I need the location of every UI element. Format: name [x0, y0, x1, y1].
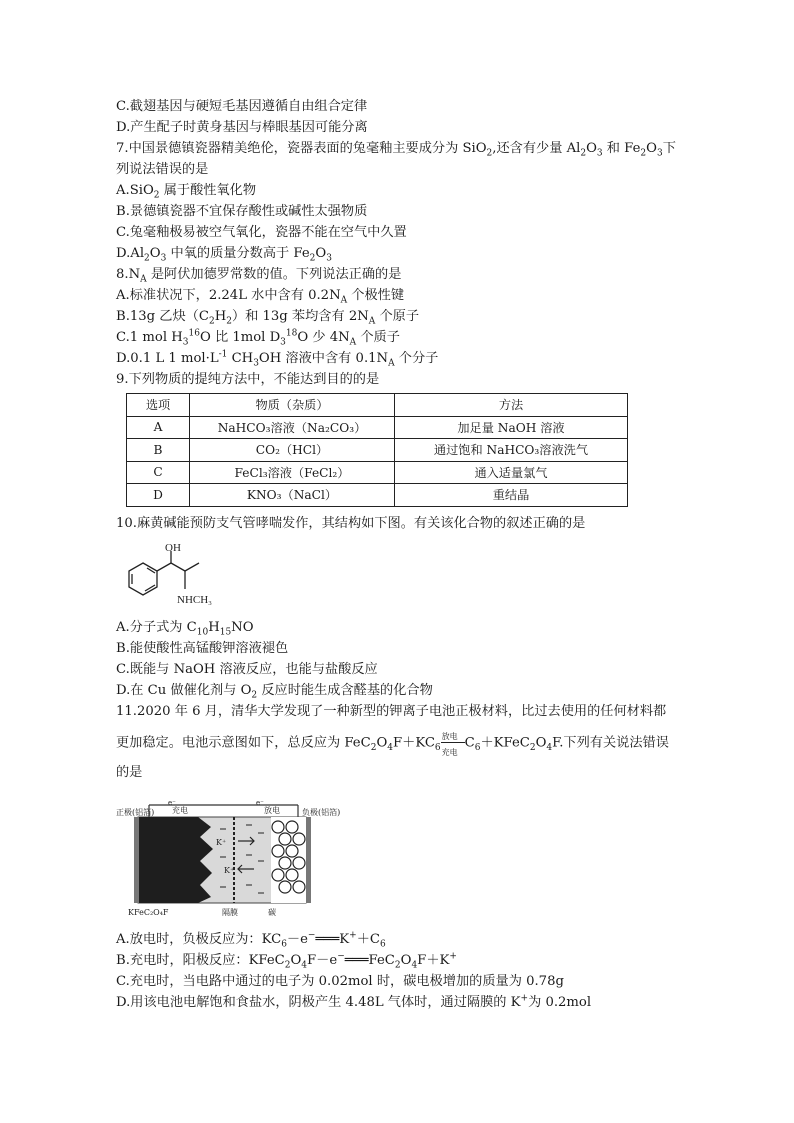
k-ion-label: K⁺: [224, 866, 235, 875]
table-row: [127, 484, 628, 507]
text: H: [208, 620, 220, 635]
option-11d: [116, 994, 591, 1012]
question-10-stem: 10.麻黄碱能预防支气管哮喘发作，其结构如下图。有关该化合物的叙述正确的是: [116, 516, 586, 531]
table-row: [127, 461, 628, 484]
table-cell: C: [127, 461, 190, 484]
sub: 4: [546, 743, 553, 754]
table-cell: KNO₃（NaCl）: [190, 484, 395, 507]
al-foil-left: [134, 817, 139, 903]
option-8c: [116, 329, 400, 347]
text: H: [214, 309, 227, 324]
option-7d: [116, 245, 332, 263]
question-7-stem: [116, 140, 676, 158]
text: F＋K: [417, 953, 450, 968]
text: F.下列有关说法错误: [552, 735, 669, 751]
discharge-label: 放电: [264, 806, 280, 815]
sub: 2: [284, 960, 291, 971]
charge-label: 充电: [172, 806, 188, 815]
sub: 3: [596, 148, 603, 159]
text: O: [290, 953, 302, 968]
separator-label: 隔膜: [222, 908, 238, 917]
option-11c: C.充电时，当电路中通过的电子为 0.02mol 时，碳电极增加的质量为 0.78g: [116, 974, 564, 989]
sub: 3: [326, 253, 332, 264]
carbon-label: 碳: [268, 908, 276, 917]
text: O: [586, 141, 597, 156]
text: D.在 Cu 做催化剂与 O: [116, 683, 252, 698]
table-cell: 通过饱和 NaHCO₃溶液洗气: [395, 439, 628, 462]
option-8b: [116, 308, 419, 326]
arrow-line: [441, 742, 465, 743]
text: 为 0.2mol: [528, 995, 592, 1010]
text: O: [376, 735, 388, 751]
text: O: [315, 246, 327, 261]
text: B.充电时，阳极反应：KFeC: [116, 953, 285, 968]
text: D.0.1 L 1 mol·L: [116, 351, 219, 366]
positive-electrode: [138, 817, 198, 903]
text: ═══K: [315, 932, 350, 947]
table-cell: CO₂（HCl）: [190, 439, 395, 462]
option-8a: [116, 287, 404, 305]
table-cell: A: [127, 416, 190, 439]
sub: 3: [280, 337, 286, 348]
al-foil-right: [306, 817, 311, 903]
text: 属于酸性氧化物: [159, 183, 257, 198]
sub: A: [388, 358, 395, 369]
question-11-stem: 11.2020 年 6 月，清华大学发现了一种新型的钾离子电池正极材料，比过去使用的任何材料都: [116, 704, 667, 719]
text: A.分子式为 C: [116, 620, 197, 635]
sub: 2: [394, 960, 401, 971]
sub: 2: [640, 148, 647, 159]
text: O: [149, 246, 161, 261]
option-10a: [116, 619, 254, 637]
text: C: [464, 735, 475, 751]
table-row: [127, 439, 628, 462]
question-11-reaction: [116, 732, 669, 757]
sup: +: [520, 993, 529, 1004]
sup: +: [349, 930, 357, 941]
table-row: [127, 416, 628, 439]
text: 更加稳定。电池示意图如下，总反应为 FeC: [116, 735, 371, 751]
sub: 10: [196, 627, 209, 638]
carbon-electrode: [271, 817, 306, 903]
sub: 2: [226, 316, 232, 327]
text: 个质子: [356, 330, 400, 345]
sup: +: [449, 951, 457, 962]
sub: 2: [486, 148, 493, 159]
option-11b: [116, 952, 457, 970]
sub: 2: [208, 316, 215, 327]
oh-label: OH: [165, 542, 181, 554]
question-9-stem: 9.下列物质的提纯方法中，不能达到目的的是: [116, 372, 380, 387]
text-line: 列说法错误的是: [116, 162, 209, 177]
text: F＋KC: [392, 735, 435, 751]
text: A.SiO: [116, 183, 154, 198]
sub: A: [340, 295, 348, 306]
sup: 18: [285, 328, 298, 339]
sub: A: [140, 274, 147, 285]
sub: 6: [434, 743, 441, 754]
text-line: 的是: [116, 765, 143, 780]
purification-table: [126, 393, 628, 507]
option-7c: C.兔毫釉极易被空气氧化，瓷器不能在空气中久置: [116, 225, 407, 240]
text: D.用该电池电解饱和食盐水，阴极产生 4.48L 气体时，通过隔膜的 K: [116, 995, 521, 1010]
text: F－e: [307, 953, 338, 968]
reaction-arrow: [441, 732, 465, 757]
sub: 6: [379, 939, 386, 950]
sub: 6: [281, 939, 287, 950]
text: O 少 4N: [297, 330, 350, 345]
sub: 6: [474, 743, 481, 754]
table-cell: NaHCO₃溶液（Na₂CO₃）: [190, 416, 395, 439]
table-cell: 重结晶: [395, 484, 628, 507]
negative-electrode-label: 负极(铝箔): [302, 808, 341, 817]
question-8-stem: [116, 266, 401, 284]
text: 8.N: [116, 267, 141, 282]
text: 个分子: [394, 351, 439, 366]
text: －e: [286, 932, 308, 947]
sub: 2: [529, 743, 536, 754]
option-7a: [116, 182, 256, 200]
text: ═══FeC: [344, 953, 395, 968]
k-ion-label: K⁺: [216, 838, 227, 847]
table-cell: FeCl₃溶液（FeCl₂）: [190, 461, 395, 484]
sub: 2: [144, 253, 150, 264]
text: 个原子: [375, 309, 420, 324]
option-7b: B.景德镇瓷器不宜保存酸性或碱性太强物质: [116, 204, 368, 219]
text: 下: [662, 141, 676, 156]
text: 中氧的质量分数高于 Fe: [166, 246, 310, 261]
text: OH 溶液中含有 0.1N: [258, 351, 389, 366]
table-cell: 加足量 NaOH 溶液: [395, 416, 628, 439]
arrow-top-label: 放电: [441, 732, 458, 741]
text: B.13g 乙炔（C: [116, 309, 209, 324]
table-header-row: [127, 394, 628, 417]
positive-electrode-label: 正极(铝箔): [116, 808, 155, 817]
text: C.1 mol H: [116, 330, 183, 345]
sup: −: [307, 930, 316, 941]
sup: −: [337, 951, 345, 962]
sup: -1: [218, 349, 228, 360]
text: ＋C: [356, 932, 380, 947]
text: O: [646, 141, 657, 156]
option-10b: B.能使酸性高锰酸钾溶液褪色: [116, 641, 289, 656]
sub: 3: [182, 337, 189, 348]
battery-diagram: [116, 799, 346, 919]
option-10c: C.既能与 NaOH 溶液反应，也能与盐酸反应: [116, 662, 378, 677]
text: O: [535, 735, 547, 751]
text-line: C.截翅基因与硬短毛基因遵循自由组合定律: [116, 99, 368, 114]
kfec2o4f-label: KFeC₂O₄F: [128, 908, 169, 917]
text: 反应时能生成含醛基的化合物: [257, 683, 433, 698]
sub: 15: [219, 627, 232, 638]
sub: 4: [387, 743, 393, 754]
sub: 3: [253, 358, 259, 369]
sub: 2: [153, 190, 160, 201]
sub: A: [349, 337, 357, 348]
text: NO: [231, 620, 254, 635]
e-right-label: e⁻: [256, 799, 264, 807]
table-cell: B: [127, 439, 190, 462]
text: ,还含有少量 Al: [492, 141, 581, 156]
text: ）和 13g 苯均含有 2N: [231, 309, 369, 324]
text-line: D.产生配子时黄身基因与棒眼基因可能分离: [116, 120, 368, 135]
sub: 2: [370, 743, 377, 754]
text: A.标准状况下，2.24L 水中含有 0.2N: [116, 288, 341, 303]
sub: 4: [301, 960, 308, 971]
sub: 4: [411, 960, 418, 971]
sub: 2: [309, 253, 316, 264]
sub: 3: [656, 148, 663, 159]
option-10d: [116, 682, 433, 700]
option-11a: [116, 931, 386, 949]
arrow-bottom-label: 充电: [441, 748, 458, 757]
text: CH: [227, 351, 254, 366]
table-header: 物质（杂质）: [190, 394, 395, 417]
text: 是阿伏加德罗常数的值。下列说法正确的是: [146, 267, 402, 282]
table-cell: 通入适量氯气: [395, 461, 628, 484]
nhch3-label: NHCH₃: [177, 594, 213, 606]
ephedrine-structure: [125, 541, 235, 611]
sub: 2: [251, 690, 258, 701]
text: O: [400, 953, 412, 968]
sub: 3: [160, 253, 167, 264]
sub: 2: [580, 148, 587, 159]
sub: A: [368, 316, 376, 327]
text: 和 Fe: [602, 141, 641, 156]
table-header: 选项: [127, 394, 190, 417]
text: ＋KFeC: [480, 735, 530, 751]
table-cell: D: [127, 484, 190, 507]
text: A.放电时，负极反应为：KC: [116, 932, 282, 947]
text: 7.中国景德镇瓷器精美绝伦，瓷器表面的兔毫釉主要成分为 SiO: [116, 141, 487, 156]
table-header: 方法: [395, 394, 628, 417]
option-8d: [116, 350, 438, 368]
e-left-label: e⁻: [168, 799, 176, 807]
text: O 比 1mol D: [199, 330, 281, 345]
text: D.Al: [116, 246, 145, 261]
sup: 16: [188, 328, 200, 339]
text: 个极性键: [347, 288, 405, 303]
